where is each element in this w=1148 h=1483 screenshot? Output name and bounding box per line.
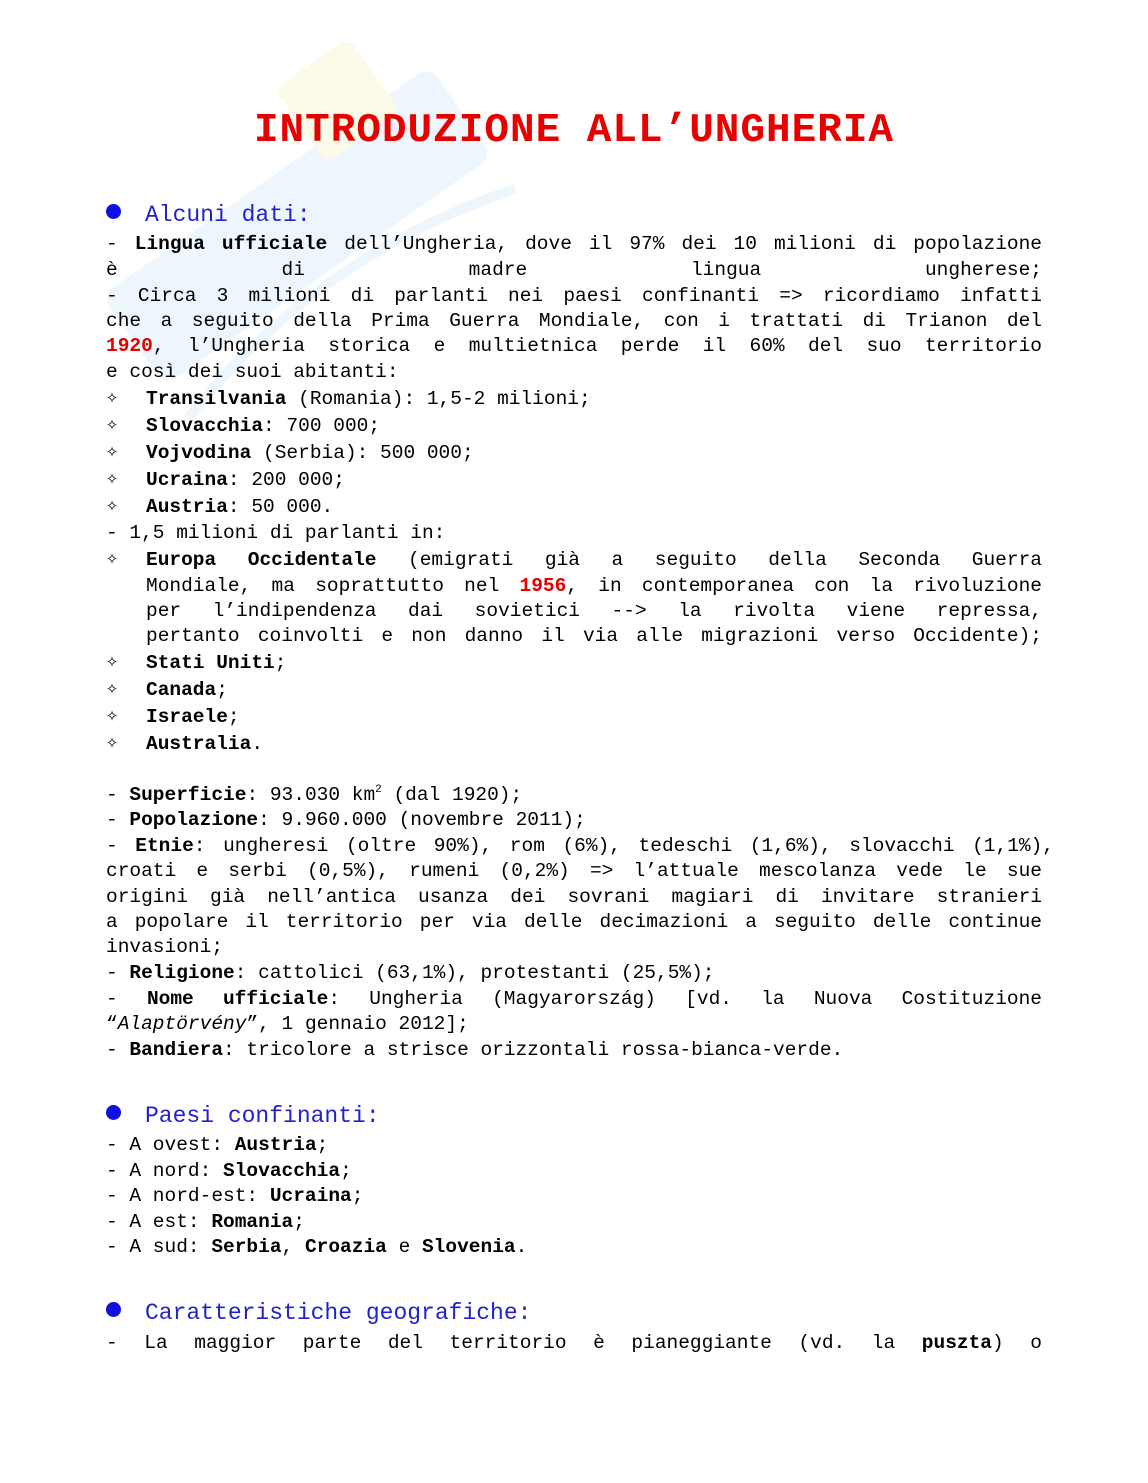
text-line: - Nome ufficiale: Ungheria (Magyarország) [vd. la Nuova Costituzione xyxy=(106,988,1043,1010)
list-item: Israele; xyxy=(146,706,240,728)
text-line: pertanto coinvolti e non danno il via alle migrazioni verso Occidente); xyxy=(146,625,1042,647)
text-line: che a seguito della Prima Guerra Mondiale, con i trattati di Trianon del xyxy=(106,310,1042,332)
blue-dot-icon xyxy=(106,204,121,219)
four-point-star-icon: ✧ xyxy=(106,678,119,701)
list-item: Stati Uniti; xyxy=(146,652,287,674)
text-line: - Lingua ufficiale dell’Ungheria, dove il 97% dei 10 milioni di popolazione xyxy=(106,233,1043,255)
section-heading-paesi-confinanti: Paesi confinanti: xyxy=(106,1103,380,1129)
text-line: - Circa 3 milioni di parlanti nei paesi confinanti => ricordiamo infatti xyxy=(106,285,1042,307)
section-heading-caratteristiche-geografiche: Caratteristiche geografiche: xyxy=(106,1300,531,1326)
text-line: e così dei suoi abitanti: xyxy=(106,361,399,383)
text-line: - Bandiera: tricolore a strisce orizzontali rossa-bianca-verde. xyxy=(106,1039,844,1061)
four-point-star-icon: ✧ xyxy=(106,705,119,728)
blue-dot-icon xyxy=(106,1302,121,1317)
list-item: Slovacchia: 700 000; xyxy=(146,415,381,437)
four-point-star-icon: ✧ xyxy=(106,468,119,491)
text-line: invasioni; xyxy=(106,936,224,958)
text-line: Mondiale, ma soprattutto nel 1956, in contemporanea con la rivoluzione xyxy=(146,575,1042,597)
text-line: 1920, l’Ungheria storica e multietnica perde il 60% del suo territorio xyxy=(106,335,1042,357)
list-item: - A sud: Serbia, Croazia e Slovenia. xyxy=(106,1236,528,1258)
list-item: Australia. xyxy=(146,733,264,755)
four-point-star-icon: ✧ xyxy=(106,732,119,755)
four-point-star-icon: ✧ xyxy=(106,548,119,571)
text-line: “Alaptörvény”, 1 gennaio 2012]; xyxy=(106,1013,469,1035)
list-item: - A nord: Slovacchia; xyxy=(106,1160,352,1182)
four-point-star-icon: ✧ xyxy=(106,495,119,518)
blue-dot-icon xyxy=(106,1105,121,1120)
text-line: - Religione: cattolici (63,1%), protestanti (25,5%); xyxy=(106,962,715,984)
text-line: per l’indipendenza dai sovietici --> la rivolta viene repressa, xyxy=(146,600,1042,622)
list-item: - A est: Romania; xyxy=(106,1211,305,1233)
four-point-star-icon: ✧ xyxy=(106,387,119,410)
page-title: INTRODUZIONE ALL’UNGHERIA xyxy=(253,108,895,154)
list-item: Ucraina: 200 000; xyxy=(146,469,345,491)
text-line: - Popolazione: 9.960.000 (novembre 2011); xyxy=(106,809,586,831)
four-point-star-icon: ✧ xyxy=(106,414,119,437)
text-line: croati e serbi (0,5%), rumeni (0,2%) => l’attuale mescolanza vede le sue xyxy=(106,860,1042,882)
list-item: Austria: 50 000. xyxy=(146,496,334,518)
list-item: Canada; xyxy=(146,679,228,701)
text-line: è di madre lingua ungherese; xyxy=(106,259,1042,281)
text-line: origini già nell’antica usanza dei sovrani magiari di invitare stranieri xyxy=(106,886,1042,908)
text-line: - Superficie: 93.030 $km^2$ (dal 1920); xyxy=(106,784,523,806)
list-item: Europa Occidentale (emigrati già a seguito della Seconda Guerra xyxy=(146,549,1042,571)
text-line: - La maggior parte del territorio è pianeggiante (vd. la puszta) o xyxy=(106,1332,1042,1354)
list-item: Vojvodina (Serbia): 500 000; xyxy=(146,442,474,464)
text-line: - 1,5 milioni di parlanti in: xyxy=(106,522,446,544)
list-item: - A ovest: Austria; xyxy=(106,1134,329,1156)
list-item: - A nord-est: Ucraina; xyxy=(106,1185,364,1207)
four-point-star-icon: ✧ xyxy=(106,651,119,674)
section-heading-alcuni-dati: Alcuni dati: xyxy=(106,202,311,228)
text-line: a popolare il territorio per via delle decimazioni a seguito delle continue xyxy=(106,911,1042,933)
four-point-star-icon: ✧ xyxy=(106,441,119,464)
text-line: - Etnie: ungheresi (oltre 90%), rom (6%), tedeschi (1,6%), slovacchi (1,1%), xyxy=(106,835,1055,857)
list-item: Transilvania (Romania): 1,5-2 milioni; xyxy=(146,388,591,410)
